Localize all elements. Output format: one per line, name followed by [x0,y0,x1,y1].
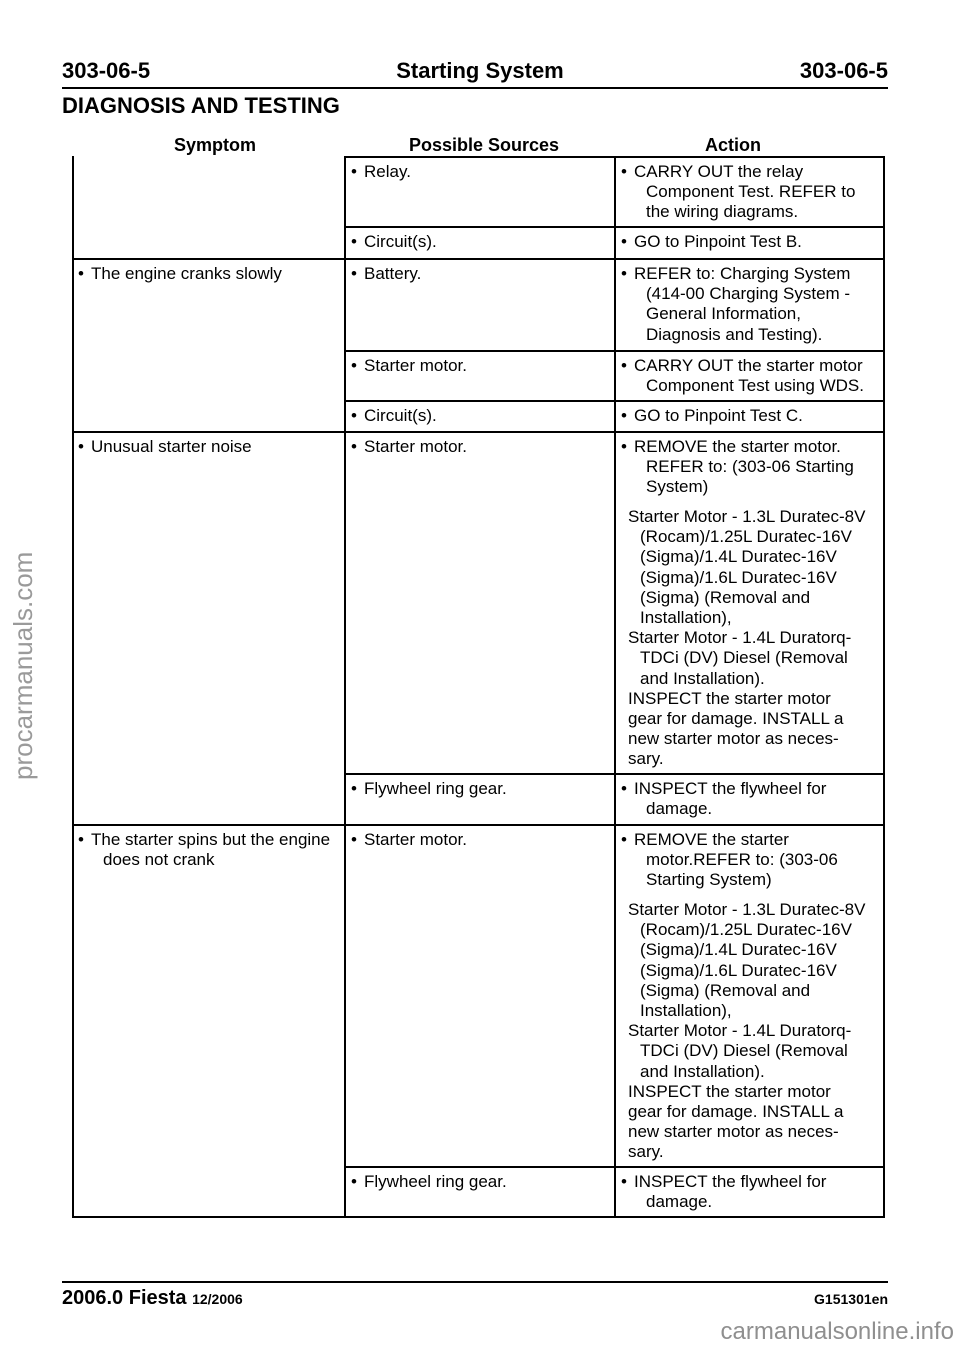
action-starter-detail: Starter Motor - 1.3L Duratec-8V (Rocam)/1.25L Duratec-16V (Sigma)/1.4L Duratec-16V (Sigma)/1.6L Duratec-16V (Sigma) (Removal and Installation), Starter Motor - 1.4L Duratorq- TDCi (DV) Diesel (Removal and Installation). INSPECT the starter motor gear for damage. INSTALL a new starter motor as neces- sary. [628,507,866,769]
page-header-title: Starting System [396,58,564,83]
section-title: DIAGNOSIS AND TESTING [62,93,340,118]
action-inspect-flywheel: • INSPECT the flywheel for damage. [618,779,826,819]
source-starter-motor: • Starter motor. [348,830,467,850]
watermark-side: procarmanuals.com [8,551,38,780]
source-circuits-c: • Circuit(s). [348,406,437,426]
action-pinpoint-b: • GO to Pinpoint Test B. [618,232,802,252]
row-separator-partial [344,350,885,352]
header-rule [62,87,888,89]
action-starter-detail: Starter Motor - 1.3L Duratec-8V (Rocam)/1.25L Duratec-16V (Sigma)/1.4L Duratec-16V (Sigma)/1.6L Duratec-16V (Sigma) (Removal and Installation), Starter Motor - 1.4L Duratorq- TDCi (DV) Diesel (Removal and Installation). INSPECT the starter motor gear for damage. INSTALL a new starter motor as neces- sary. [628,900,866,1162]
row-separator-full [72,431,885,433]
row-separator-partial [344,1166,885,1168]
source-flywheel: • Flywheel ring gear. [348,779,507,799]
source-starter-motor: • Starter motor. [348,356,467,376]
diagnosis-table [72,156,885,1218]
row-separator-full [72,824,885,826]
action-charging-system: • REFER to: Charging System (414-00 Charging System - General Information, Diagnosis and Testing). [618,264,850,345]
action-starter-component-test: • CARRY OUT the starter motor Component Test using WDS. [618,356,864,396]
table-border-top-right [344,156,885,158]
column-header-action: Action [705,135,761,155]
symptom-spins-no-crank: • The starter spins but the engine does not crank [75,830,330,870]
column-header-symptom: Symptom [174,135,257,155]
table-border-bottom [72,1216,885,1218]
table-divider-sources [344,156,346,1218]
action-inspect-flywheel: • INSPECT the flywheel for damage. [618,1172,826,1212]
row-separator-full [72,258,885,260]
table-border-right [883,156,885,1218]
action-relay-test: • CARRY OUT the relay Component Test. REFER to the wiring diagrams. [618,162,855,223]
source-relay: • Relay. [348,162,411,182]
action-remove-starter: • REMOVE the starter motor.REFER to: (303-06 Starting System) [618,830,838,891]
row-separator-partial [344,400,885,402]
watermark-bottom: carmanualsonline.info [720,1318,954,1345]
page-number-right: 303-06-5 [799,58,888,83]
column-header-sources: Possible Sources [409,135,560,155]
source-battery: • Battery. [348,264,421,284]
action-pinpoint-c: • GO to Pinpoint Test C. [618,406,803,426]
source-starter-motor: • Starter motor. [348,437,467,457]
table-divider-action [614,156,616,1218]
row-separator-partial [344,226,885,228]
row-separator-partial [344,773,885,775]
symptom-unusual-noise: • Unusual starter noise [75,437,252,457]
source-flywheel: • Flywheel ring gear. [348,1172,507,1192]
footer-rule [62,1281,888,1283]
footer-model [62,1287,243,1310]
footer-model-name: 2006.0 Fiesta [62,1287,187,1309]
symptom-cranks-slowly: • The engine cranks slowly [75,264,282,284]
action-remove-starter: • REMOVE the starter motor. REFER to: (303-06 Starting System) [618,437,854,498]
table-border-left [72,156,74,1218]
footer-code: G151301en [814,1291,888,1307]
source-circuits-b: • Circuit(s). [348,232,437,252]
footer-date: 12/2006 [192,1291,243,1307]
page-number-left: 303-06-5 [62,58,151,83]
